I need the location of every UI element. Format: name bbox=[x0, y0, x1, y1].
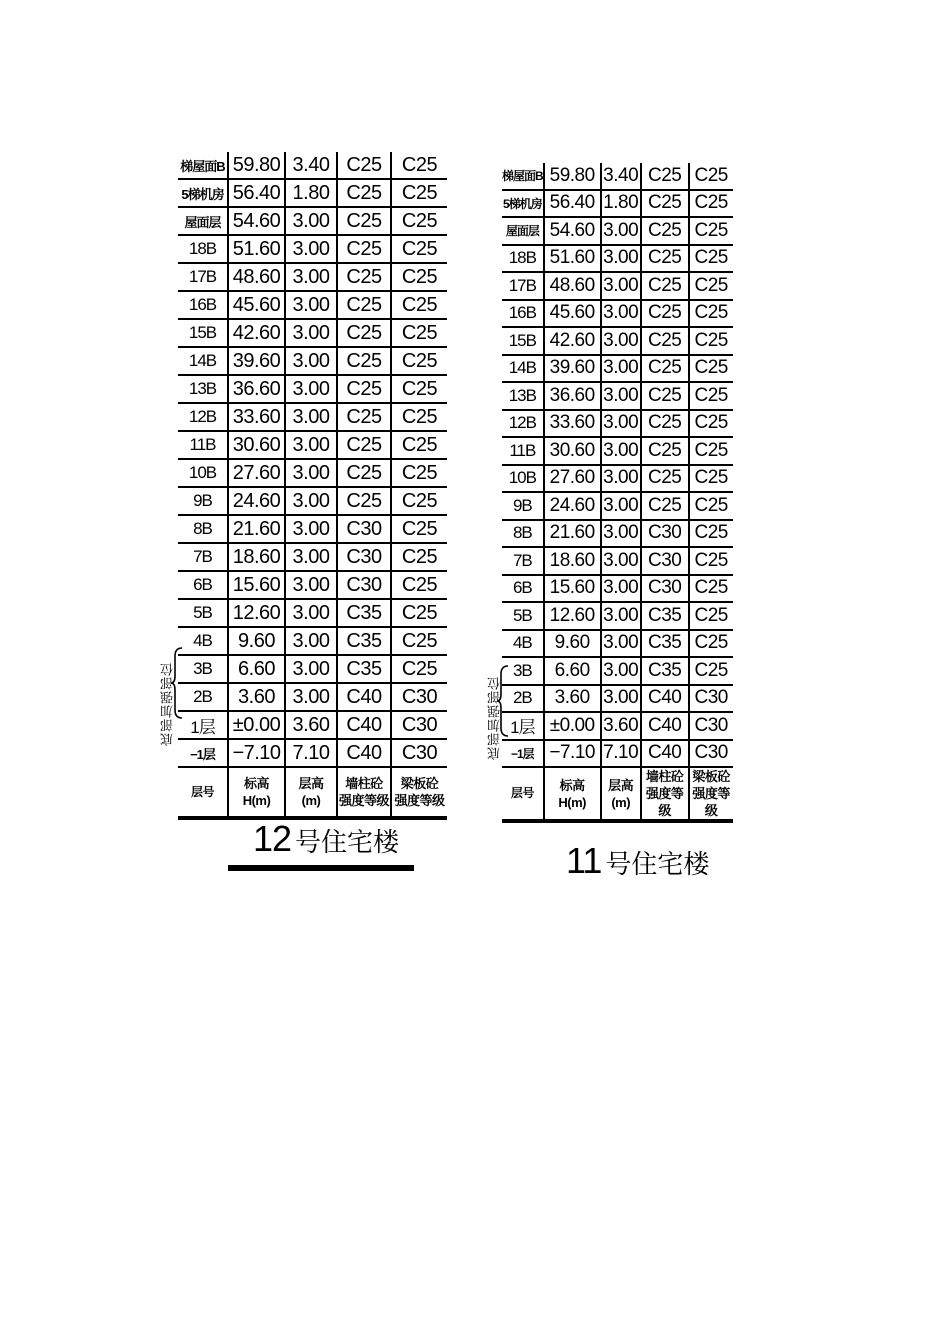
reinforced-zone-label-12: 底部加强部位 bbox=[160, 662, 175, 746]
header-floor-height: 层高 (m) bbox=[601, 767, 641, 821]
cell-elevation: 12.60 bbox=[228, 599, 285, 627]
cell-beam-grade: C25 bbox=[689, 575, 733, 603]
cell-wall-grade: C25 bbox=[641, 382, 689, 410]
cell-wall-grade: C25 bbox=[337, 487, 391, 515]
cell-floor: 3B bbox=[502, 657, 544, 685]
cell-wall-grade: C25 bbox=[641, 410, 689, 438]
cell-floor: 5梯机房 bbox=[178, 179, 228, 207]
cell-beam-grade: C25 bbox=[689, 327, 733, 355]
cell-wall-grade: C35 bbox=[641, 630, 689, 658]
header-floor: 层号 bbox=[502, 767, 544, 821]
cell-elevation: 56.40 bbox=[544, 190, 601, 218]
cell-wall-grade: C35 bbox=[641, 657, 689, 685]
cell-beam-grade: C30 bbox=[689, 740, 733, 768]
cell-beam-grade: C25 bbox=[391, 459, 447, 487]
cell-beam-grade: C25 bbox=[391, 291, 447, 319]
cell-beam-grade: C25 bbox=[689, 163, 733, 190]
table-row bbox=[502, 300, 733, 328]
table-header-row-12 bbox=[178, 767, 447, 818]
concrete-grade-table-12 bbox=[178, 152, 447, 820]
cell-floor: 10B bbox=[502, 465, 544, 493]
cell-floor: 9B bbox=[502, 492, 544, 520]
cell-wall-grade: C25 bbox=[641, 437, 689, 465]
cell-floor-height: 3.00 bbox=[601, 520, 641, 548]
cell-floor: 14B bbox=[502, 355, 544, 383]
cell-beam-grade: C30 bbox=[689, 685, 733, 713]
cell-beam-grade: C25 bbox=[689, 355, 733, 383]
cell-floor-height: 3.00 bbox=[601, 272, 641, 300]
cell-wall-grade: C25 bbox=[641, 300, 689, 328]
cell-elevation: 21.60 bbox=[544, 520, 601, 548]
cell-wall-grade: C25 bbox=[641, 190, 689, 218]
table-row bbox=[502, 685, 733, 713]
cell-floor-height: 3.00 bbox=[285, 459, 337, 487]
header-floor-height: 层高 (m) bbox=[285, 767, 337, 818]
cell-wall-grade: C25 bbox=[641, 355, 689, 383]
cell-wall-grade: C25 bbox=[641, 163, 689, 190]
table-row bbox=[502, 602, 733, 630]
cell-elevation: 27.60 bbox=[228, 459, 285, 487]
cell-floor: 1层 bbox=[502, 712, 544, 740]
header-wall-grade: 墙柱砼 强度等级 bbox=[337, 767, 391, 818]
cell-beam-grade: C25 bbox=[391, 347, 447, 375]
cell-elevation: 30.60 bbox=[544, 437, 601, 465]
cell-elevation: 9.60 bbox=[228, 627, 285, 655]
header-beam-grade: 梁板砼 强度等级 bbox=[391, 767, 447, 818]
cell-elevation: 42.60 bbox=[228, 319, 285, 347]
cell-floor-height: 3.00 bbox=[601, 217, 641, 245]
table-row bbox=[178, 375, 447, 403]
table-row bbox=[178, 263, 447, 291]
caption-number-11: 11 bbox=[566, 840, 602, 881]
table-row bbox=[502, 272, 733, 300]
cell-elevation: 51.60 bbox=[544, 245, 601, 273]
table-row bbox=[502, 437, 733, 465]
table-row bbox=[178, 711, 447, 739]
cell-wall-grade: C25 bbox=[641, 465, 689, 493]
cell-beam-grade: C25 bbox=[391, 207, 447, 235]
cell-beam-grade: C25 bbox=[689, 245, 733, 273]
cell-elevation: 15.60 bbox=[228, 571, 285, 599]
cell-floor: 5梯机房 bbox=[502, 190, 544, 218]
cell-beam-grade: C25 bbox=[391, 543, 447, 571]
cell-floor: 屋面层 bbox=[502, 217, 544, 245]
cell-floor-height: 3.00 bbox=[285, 431, 337, 459]
caption-number-12: 12 bbox=[253, 818, 292, 859]
cell-elevation: −7.10 bbox=[228, 739, 285, 767]
cell-floor: 8B bbox=[502, 520, 544, 548]
table-row bbox=[502, 190, 733, 218]
cell-elevation: 54.60 bbox=[544, 217, 601, 245]
cell-floor: 4B bbox=[502, 630, 544, 658]
cell-elevation: 59.80 bbox=[544, 163, 601, 190]
cell-beam-grade: C30 bbox=[391, 739, 447, 767]
cell-floor: 11B bbox=[502, 437, 544, 465]
cell-beam-grade: C25 bbox=[689, 547, 733, 575]
brace-11 bbox=[496, 664, 510, 738]
cell-floor-height: 3.00 bbox=[601, 382, 641, 410]
cell-floor-height: 3.00 bbox=[601, 465, 641, 493]
cell-elevation: 33.60 bbox=[228, 403, 285, 431]
cell-elevation: 9.60 bbox=[544, 630, 601, 658]
cell-elevation: ±0.00 bbox=[228, 711, 285, 739]
cell-floor: 18B bbox=[178, 235, 228, 263]
table-row bbox=[178, 627, 447, 655]
concrete-grade-table-11 bbox=[502, 163, 733, 823]
cell-beam-grade: C25 bbox=[689, 657, 733, 685]
caption-building-11 bbox=[566, 840, 709, 882]
cell-elevation: 24.60 bbox=[228, 487, 285, 515]
table-row bbox=[178, 235, 447, 263]
cell-floor-height: 3.00 bbox=[285, 375, 337, 403]
header-floor: 层号 bbox=[178, 767, 228, 818]
cell-wall-grade: C40 bbox=[641, 712, 689, 740]
cell-beam-grade: C25 bbox=[689, 410, 733, 438]
cell-floor-height: 1.80 bbox=[601, 190, 641, 218]
cell-beam-grade: C25 bbox=[689, 630, 733, 658]
cell-floor-height: 3.40 bbox=[285, 152, 337, 179]
table-row bbox=[502, 575, 733, 603]
cell-elevation: 3.60 bbox=[228, 683, 285, 711]
cell-beam-grade: C25 bbox=[391, 515, 447, 543]
cell-elevation: 15.60 bbox=[544, 575, 601, 603]
cell-wall-grade: C25 bbox=[337, 291, 391, 319]
cell-floor: 10B bbox=[178, 459, 228, 487]
cell-floor: 12B bbox=[502, 410, 544, 438]
caption-building-12 bbox=[253, 818, 399, 860]
cell-beam-grade: C25 bbox=[689, 437, 733, 465]
table-row bbox=[502, 465, 733, 493]
table-row bbox=[502, 712, 733, 740]
cell-beam-grade: C25 bbox=[391, 319, 447, 347]
cell-floor: 12B bbox=[178, 403, 228, 431]
table-row bbox=[502, 657, 733, 685]
cell-floor: 14B bbox=[178, 347, 228, 375]
table-row bbox=[178, 152, 447, 179]
cell-floor-height: 3.00 bbox=[601, 327, 641, 355]
cell-floor-height: 3.00 bbox=[601, 355, 641, 383]
cell-elevation: 51.60 bbox=[228, 235, 285, 263]
table-row bbox=[502, 163, 733, 190]
cell-floor-height: 3.00 bbox=[285, 543, 337, 571]
header-wall-grade: 墙柱砼 强度等级 bbox=[641, 767, 689, 821]
cell-elevation: 6.60 bbox=[544, 657, 601, 685]
cell-floor: 5B bbox=[178, 599, 228, 627]
cell-elevation: 39.60 bbox=[544, 355, 601, 383]
table-row bbox=[502, 630, 733, 658]
cell-floor: 13B bbox=[502, 382, 544, 410]
cell-floor-height: 3.00 bbox=[285, 319, 337, 347]
cell-elevation: 12.60 bbox=[544, 602, 601, 630]
cell-beam-grade: C25 bbox=[391, 655, 447, 683]
table-header-row-11 bbox=[502, 767, 733, 821]
cell-beam-grade: C25 bbox=[391, 571, 447, 599]
cell-floor: 7B bbox=[178, 543, 228, 571]
cell-elevation: 18.60 bbox=[228, 543, 285, 571]
cell-floor: 2B bbox=[502, 685, 544, 713]
cell-floor: 18B bbox=[502, 245, 544, 273]
cell-wall-grade: C30 bbox=[337, 571, 391, 599]
cell-elevation: 30.60 bbox=[228, 431, 285, 459]
cell-elevation: 3.60 bbox=[544, 685, 601, 713]
header-elevation: 标高 H(m) bbox=[544, 767, 601, 821]
cell-elevation: 6.60 bbox=[228, 655, 285, 683]
cell-wall-grade: C25 bbox=[337, 347, 391, 375]
cell-beam-grade: C25 bbox=[391, 263, 447, 291]
cell-floor-height: 3.00 bbox=[601, 547, 641, 575]
cell-elevation: 21.60 bbox=[228, 515, 285, 543]
cell-wall-grade: C25 bbox=[337, 431, 391, 459]
brace-12 bbox=[170, 646, 184, 720]
cell-beam-grade: C25 bbox=[391, 487, 447, 515]
cell-floor-height: 3.00 bbox=[285, 291, 337, 319]
table-row bbox=[178, 403, 447, 431]
cell-floor-height: 3.00 bbox=[601, 245, 641, 273]
cell-beam-grade: C30 bbox=[391, 683, 447, 711]
cell-elevation: 56.40 bbox=[228, 179, 285, 207]
cell-wall-grade: C40 bbox=[641, 740, 689, 768]
cell-elevation: ±0.00 bbox=[544, 712, 601, 740]
table-row bbox=[178, 543, 447, 571]
cell-beam-grade: C25 bbox=[689, 190, 733, 218]
cell-floor: 5B bbox=[502, 602, 544, 630]
cell-floor-height: 3.00 bbox=[601, 300, 641, 328]
cell-elevation: 42.60 bbox=[544, 327, 601, 355]
cell-floor-height: 3.00 bbox=[601, 657, 641, 685]
cell-beam-grade: C25 bbox=[391, 375, 447, 403]
cell-wall-grade: C25 bbox=[337, 319, 391, 347]
cell-elevation: 45.60 bbox=[544, 300, 601, 328]
cell-floor-height: 3.00 bbox=[285, 627, 337, 655]
table-body-12 bbox=[178, 152, 447, 767]
cell-floor: 13B bbox=[178, 375, 228, 403]
cell-beam-grade: C25 bbox=[689, 382, 733, 410]
cell-floor: 6B bbox=[502, 575, 544, 603]
cell-floor-height: 3.40 bbox=[601, 163, 641, 190]
cell-beam-grade: C25 bbox=[391, 431, 447, 459]
cell-wall-grade: C40 bbox=[337, 739, 391, 767]
cell-floor-height: 3.00 bbox=[285, 403, 337, 431]
cell-wall-grade: C25 bbox=[337, 375, 391, 403]
cell-floor-height: 3.00 bbox=[285, 655, 337, 683]
table-row bbox=[502, 740, 733, 768]
cell-floor: 7B bbox=[502, 547, 544, 575]
cell-elevation: 45.60 bbox=[228, 291, 285, 319]
cell-floor-height: 3.00 bbox=[601, 437, 641, 465]
cell-floor-height: 3.00 bbox=[601, 492, 641, 520]
cell-beam-grade: C25 bbox=[391, 403, 447, 431]
cell-wall-grade: C35 bbox=[337, 627, 391, 655]
cell-floor-height: 3.60 bbox=[601, 712, 641, 740]
cell-beam-grade: C25 bbox=[689, 217, 733, 245]
cell-beam-grade: C25 bbox=[689, 272, 733, 300]
table-row bbox=[178, 655, 447, 683]
cell-floor: 17B bbox=[502, 272, 544, 300]
table-row bbox=[178, 319, 447, 347]
caption-text-12: 号住宅楼 bbox=[295, 827, 400, 857]
table-row bbox=[178, 515, 447, 543]
cell-wall-grade: C35 bbox=[337, 655, 391, 683]
cell-floor-height: 3.00 bbox=[285, 571, 337, 599]
cell-wall-grade: C30 bbox=[641, 520, 689, 548]
cell-elevation: −7.10 bbox=[544, 740, 601, 768]
table-row bbox=[178, 739, 447, 767]
cell-beam-grade: C30 bbox=[391, 711, 447, 739]
cell-floor: 17B bbox=[178, 263, 228, 291]
cell-beam-grade: C25 bbox=[689, 492, 733, 520]
cell-floor: 8B bbox=[178, 515, 228, 543]
cell-floor: 1层 bbox=[178, 711, 228, 739]
cell-floor-height: 1.80 bbox=[285, 179, 337, 207]
cell-floor: 屋面层 bbox=[178, 207, 228, 235]
cell-floor-height: 3.00 bbox=[601, 410, 641, 438]
table-row bbox=[178, 487, 447, 515]
cell-floor-height: 3.00 bbox=[285, 683, 337, 711]
cell-wall-grade: C30 bbox=[641, 575, 689, 603]
table-row bbox=[502, 245, 733, 273]
table-row bbox=[178, 179, 447, 207]
cell-beam-grade: C25 bbox=[391, 235, 447, 263]
cell-elevation: 48.60 bbox=[228, 263, 285, 291]
cell-elevation: 18.60 bbox=[544, 547, 601, 575]
cell-elevation: 54.60 bbox=[228, 207, 285, 235]
cell-wall-grade: C25 bbox=[641, 492, 689, 520]
cell-floor-height: 3.00 bbox=[601, 685, 641, 713]
table-row bbox=[502, 217, 733, 245]
cell-floor-height: 3.00 bbox=[601, 575, 641, 603]
cell-floor: 2B bbox=[178, 683, 228, 711]
cell-wall-grade: C25 bbox=[337, 459, 391, 487]
table-building-12 bbox=[178, 152, 447, 820]
cell-floor-height: 3.00 bbox=[285, 207, 337, 235]
table-row bbox=[178, 571, 447, 599]
cell-wall-grade: C35 bbox=[641, 602, 689, 630]
header-beam-grade: 梁板砼 强度等级 bbox=[689, 767, 733, 821]
cell-elevation: 59.80 bbox=[228, 152, 285, 179]
cell-wall-grade: C25 bbox=[337, 152, 391, 179]
cell-wall-grade: C25 bbox=[641, 217, 689, 245]
cell-floor-height: 3.00 bbox=[601, 630, 641, 658]
cell-floor: 3B bbox=[178, 655, 228, 683]
cell-elevation: 36.60 bbox=[228, 375, 285, 403]
cell-floor-height: 3.00 bbox=[601, 602, 641, 630]
cell-wall-grade: C30 bbox=[641, 547, 689, 575]
cell-floor: 梯屋面B bbox=[502, 163, 544, 190]
cell-wall-grade: C40 bbox=[337, 711, 391, 739]
cell-beam-grade: C25 bbox=[689, 300, 733, 328]
cell-wall-grade: C30 bbox=[337, 543, 391, 571]
cell-floor: 16B bbox=[502, 300, 544, 328]
cell-wall-grade: C30 bbox=[337, 515, 391, 543]
cell-floor-height: 3.00 bbox=[285, 347, 337, 375]
cell-floor-height: 3.00 bbox=[285, 515, 337, 543]
cell-floor: 11B bbox=[178, 431, 228, 459]
table-row bbox=[178, 459, 447, 487]
cell-floor-height: 3.00 bbox=[285, 599, 337, 627]
header-elevation: 标高 H(m) bbox=[228, 767, 285, 818]
table-row bbox=[502, 410, 733, 438]
cell-floor-height: 3.00 bbox=[285, 487, 337, 515]
table-row bbox=[178, 207, 447, 235]
cell-floor: 梯屋面B bbox=[178, 152, 228, 179]
cell-beam-grade: C25 bbox=[689, 520, 733, 548]
table-building-11 bbox=[502, 163, 733, 823]
cell-elevation: 27.60 bbox=[544, 465, 601, 493]
table-row bbox=[502, 355, 733, 383]
cell-wall-grade: C40 bbox=[641, 685, 689, 713]
cell-wall-grade: C25 bbox=[337, 207, 391, 235]
cell-beam-grade: C25 bbox=[391, 152, 447, 179]
table-row bbox=[502, 382, 733, 410]
table-body-11 bbox=[502, 163, 733, 767]
cell-floor: 4B bbox=[178, 627, 228, 655]
cell-beam-grade: C25 bbox=[391, 599, 447, 627]
table-row bbox=[502, 492, 733, 520]
table-row bbox=[502, 547, 733, 575]
cell-elevation: 48.60 bbox=[544, 272, 601, 300]
caption-underline-12 bbox=[228, 865, 414, 871]
table-row bbox=[178, 291, 447, 319]
cell-elevation: 36.60 bbox=[544, 382, 601, 410]
table-row bbox=[178, 599, 447, 627]
cell-wall-grade: C25 bbox=[641, 327, 689, 355]
caption-text-11: 号住宅楼 bbox=[605, 849, 710, 879]
cell-elevation: 39.60 bbox=[228, 347, 285, 375]
cell-elevation: 24.60 bbox=[544, 492, 601, 520]
cell-beam-grade: C25 bbox=[391, 179, 447, 207]
table-row bbox=[502, 520, 733, 548]
cell-wall-grade: C40 bbox=[337, 683, 391, 711]
cell-beam-grade: C25 bbox=[391, 627, 447, 655]
cell-floor-height: 7.10 bbox=[285, 739, 337, 767]
cell-floor: −1层 bbox=[502, 740, 544, 768]
cell-elevation: 33.60 bbox=[544, 410, 601, 438]
cell-wall-grade: C25 bbox=[337, 263, 391, 291]
cell-floor-height: 7.10 bbox=[601, 740, 641, 768]
cell-floor-height: 3.60 bbox=[285, 711, 337, 739]
cell-floor-height: 3.00 bbox=[285, 235, 337, 263]
cell-floor-height: 3.00 bbox=[285, 263, 337, 291]
cell-wall-grade: C35 bbox=[337, 599, 391, 627]
cell-beam-grade: C25 bbox=[689, 602, 733, 630]
cell-wall-grade: C25 bbox=[337, 403, 391, 431]
cell-floor: −1层 bbox=[178, 739, 228, 767]
table-row bbox=[502, 327, 733, 355]
cell-beam-grade: C25 bbox=[689, 465, 733, 493]
cell-floor: 9B bbox=[178, 487, 228, 515]
cell-wall-grade: C25 bbox=[337, 235, 391, 263]
cell-beam-grade: C30 bbox=[689, 712, 733, 740]
cell-floor: 15B bbox=[502, 327, 544, 355]
cell-floor: 6B bbox=[178, 571, 228, 599]
cell-floor: 16B bbox=[178, 291, 228, 319]
cell-floor: 15B bbox=[178, 319, 228, 347]
reinforced-zone-label-11: 底部加强部位 bbox=[487, 676, 502, 760]
cell-wall-grade: C25 bbox=[641, 272, 689, 300]
table-row bbox=[178, 347, 447, 375]
cell-wall-grade: C25 bbox=[641, 245, 689, 273]
table-row bbox=[178, 683, 447, 711]
table-row bbox=[178, 431, 447, 459]
cell-wall-grade: C25 bbox=[337, 179, 391, 207]
